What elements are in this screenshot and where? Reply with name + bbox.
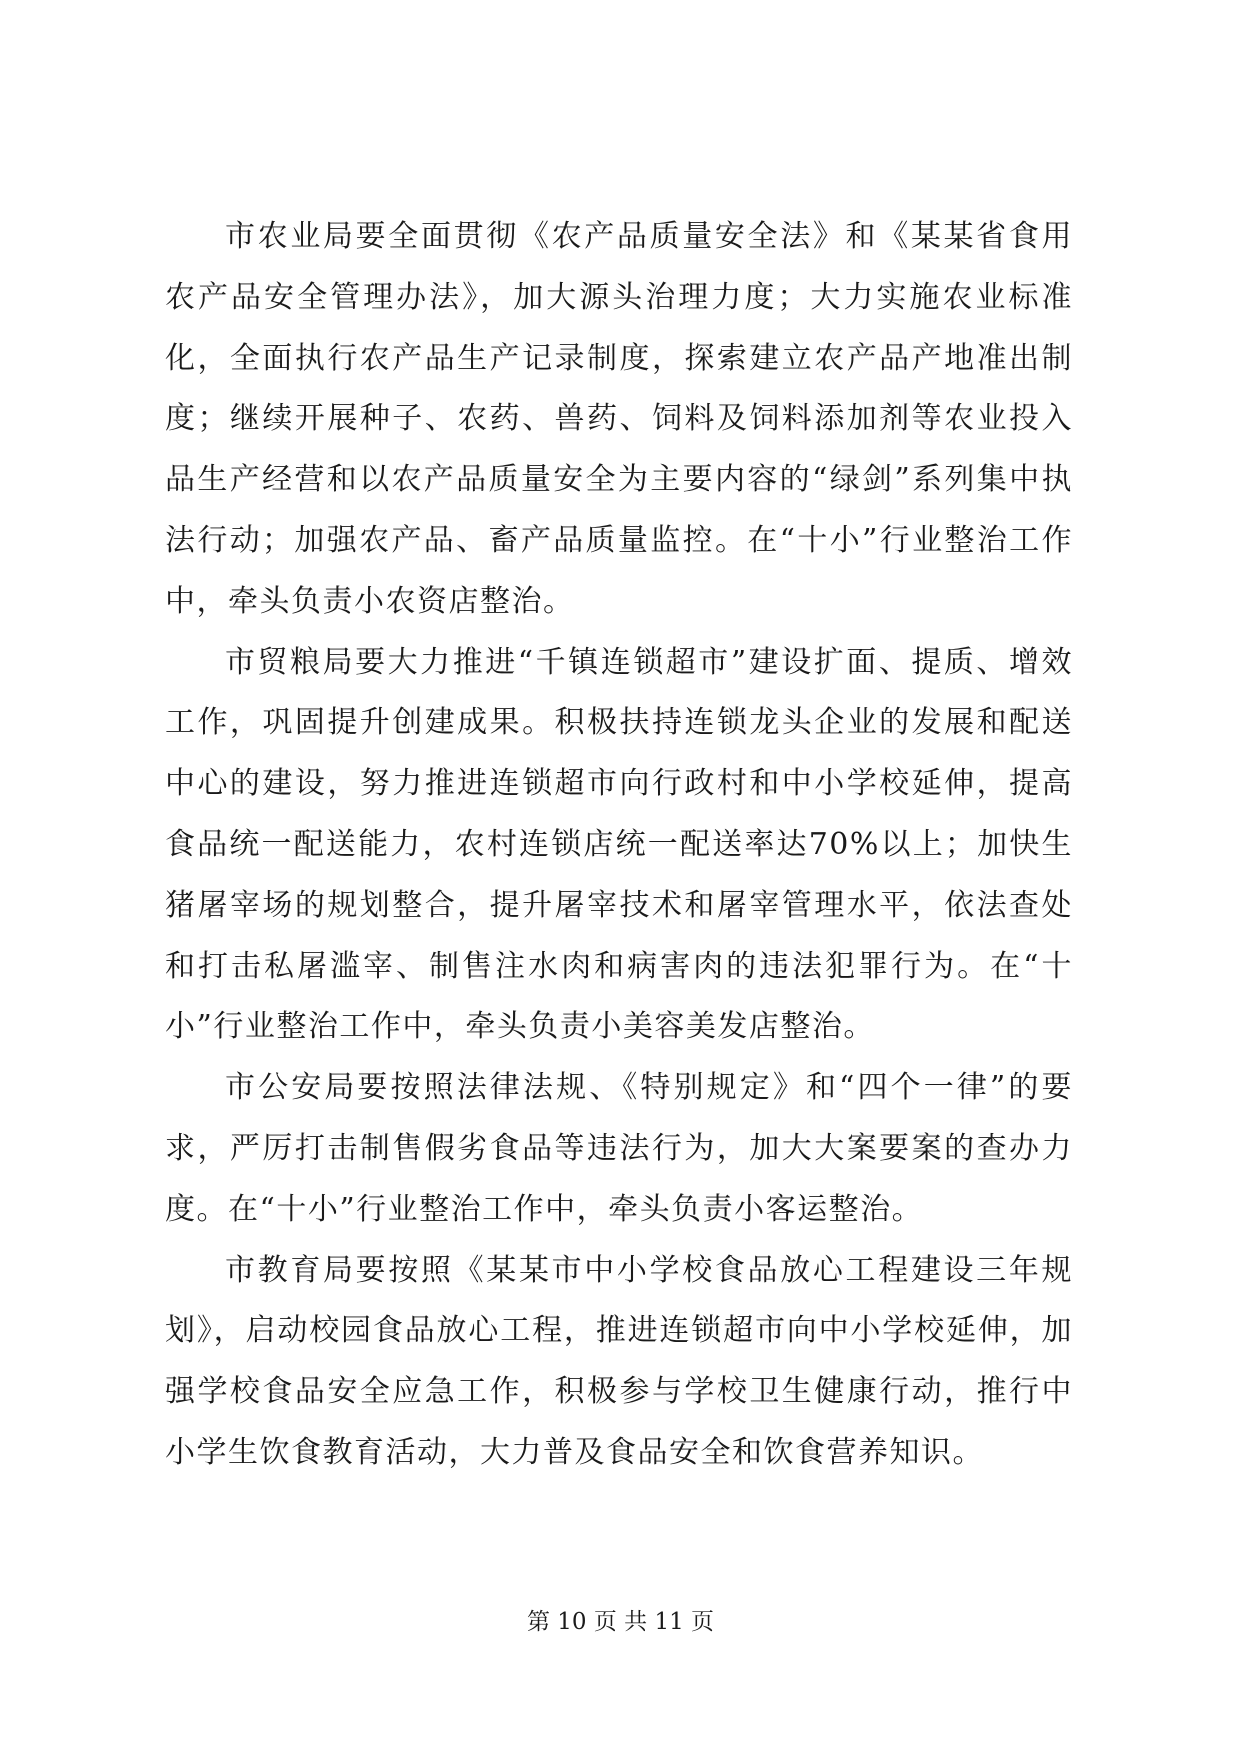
paragraph-public-security-bureau: 市公安局要按照法律法规、《特别规定》和“四个一律”的要求，严厉打击制售假劣食品等违法行为，加大大案要案的查办力度。在“十小”行业整治工作中，牵头负责小客运整治。	[165, 1070, 1073, 1227]
paragraph-education-bureau: 市教育局要按照《某某市中小学校食品放心工程建设三年规划》，启动校园食品放心工程，推进连锁超市向中小学校延伸，加强学校食品安全应急工作，积极参与学校卫生健康行动，推行中小学生饮食教育活动，大力普及食品安全和饮食营养知识。	[165, 1252, 1073, 1470]
body-text	[165, 207, 1073, 1484]
page-number: 第 10 页 共 11 页	[526, 1609, 715, 1635]
paragraph-agriculture-bureau: 市农业局要全面贯彻《农产品质量安全法》和《某某省食用农产品安全管理办法》，加大源头治理力度；大力实施农业标准化，全面执行农产品生产记录制度，探索建立农产品产地准出制度；继续开展种子、农药、兽药、饲料及饲料添加剂等农业投入品生产经营和以农产品质量安全为主要内容的“绿剑”系列集中执法行动；加强农产品、畜产品质量监控。在“十小”行业整治工作中，牵头负责小农资店整治。	[165, 219, 1073, 619]
paragraph-trade-grain-bureau: 市贸粮局要大力推进“千镇连锁超市”建设扩面、提质、增效工作，巩固提升创建成果。积极扶持连锁龙头企业的发展和配送中心的建设，努力推进连锁超市向行政村和中小学校延伸，提高食品统一配送能力，农村连锁店统一配送率达70%以上；加快生猪屠宰场的规划整合，提升屠宰技术和屠宰管理水平，依法查处和打击私屠滥宰、制售注水肉和病害肉的违法犯罪行为。在“十小”行业整治工作中，牵头负责小美容美发店整治。	[165, 644, 1073, 1045]
